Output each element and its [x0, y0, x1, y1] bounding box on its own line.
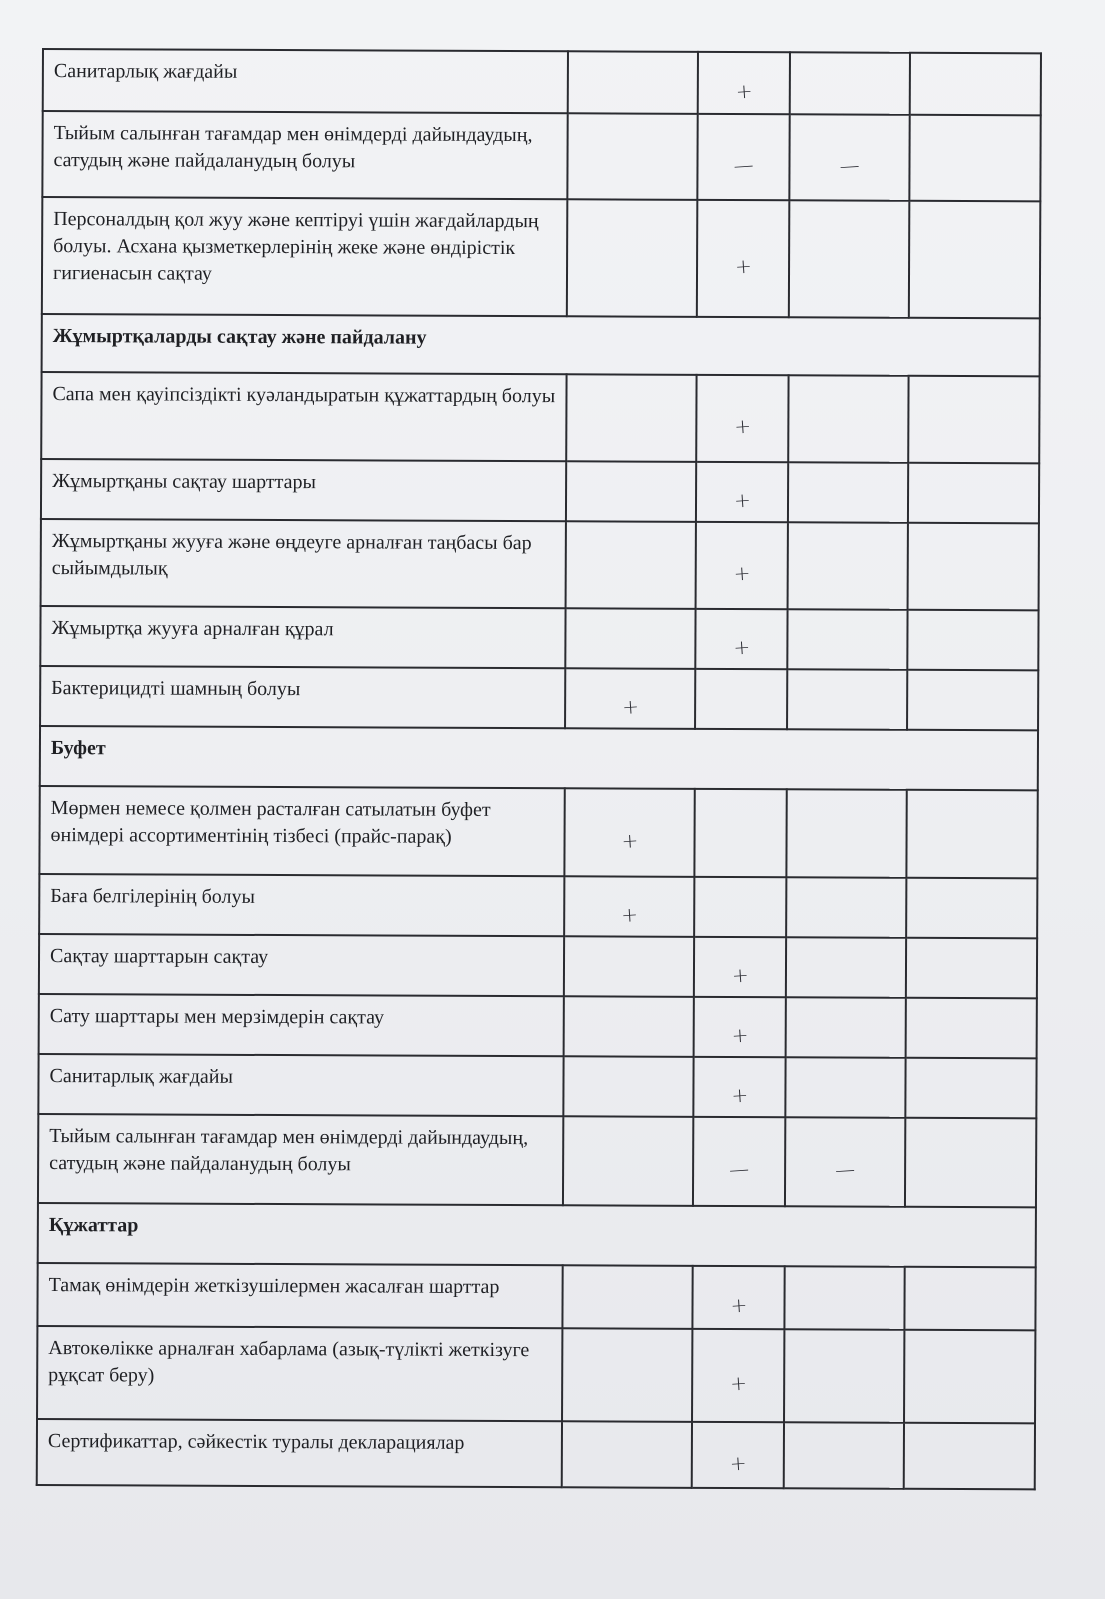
mark-cell-col-4 [904, 1423, 1035, 1490]
mark-cell-col-1 [567, 199, 698, 317]
mark-cell-col-3 [789, 200, 910, 318]
table-row [40, 606, 1038, 670]
requirement-label: Сақтау шарттарын сақтау [39, 934, 564, 996]
mark-cell-col-3 [785, 1117, 905, 1207]
mark-cell-col-1 [565, 668, 695, 729]
mark-cell-col-1 [567, 113, 697, 200]
mark-cell-col-4 [904, 1267, 1035, 1331]
mark-cell-col-4 [906, 878, 1037, 939]
requirement-label: Тамақ өнімдерін жеткізушілермен жасалған шарттар [37, 1263, 562, 1328]
requirement-label: Бактерицидті шамның болуы [40, 666, 565, 728]
requirement-label: Сату шарттары мен мерзімдерін сақтау [39, 994, 564, 1056]
handwritten-dash-mark: — [838, 152, 861, 178]
mark-cell-col-2 [693, 1057, 785, 1117]
handwritten-dash-mark: — [732, 151, 755, 178]
table-row [38, 1054, 1036, 1118]
mark-cell-col-2 [697, 114, 789, 200]
requirement-label: Сапа мен қауіпсіздікті куәландыратын құжаттардың болуы [41, 372, 566, 461]
mark-cell-col-2 [696, 522, 788, 609]
section-heading: Буфет [40, 726, 1038, 790]
mark-cell-col-4 [906, 790, 1037, 879]
mark-cell-col-3 [787, 669, 907, 730]
requirement-label: Персоналдың қол жуу және кептіруі үшін жағдайлардың болуы. Асхана қызметкерлерінің жеке және өндірістік гигиенасын сақтау [42, 197, 568, 316]
handwritten-plus-mark: + [620, 901, 639, 927]
mark-cell-col-2 [693, 1117, 785, 1206]
requirement-label: Тыйым салынған тағамдар мен өнімдерді дайындаудың, сатудың және пайдаланудың болуы [42, 111, 567, 199]
requirement-label: Санитарлық жағдайы [43, 49, 568, 113]
table-row [41, 519, 1039, 610]
table-row [41, 459, 1039, 523]
mark-cell-col-1 [563, 1116, 693, 1206]
handwritten-plus-mark: + [733, 413, 752, 439]
table-row [39, 874, 1037, 938]
mark-cell-col-2 [697, 200, 790, 317]
mark-cell-col-1 [566, 374, 696, 462]
mark-cell-col-3 [789, 114, 909, 201]
handwritten-plus-mark: + [620, 693, 640, 719]
mark-cell-col-3 [786, 877, 906, 938]
requirement-label: Мөрмен немесе қолмен расталған сатылатын буфет өнімдері ассортиментінің тізбесі (прайс-парақ) [39, 786, 564, 876]
mark-cell-col-1 [562, 1328, 692, 1422]
mark-cell-col-4 [906, 998, 1037, 1059]
handwritten-plus-mark: + [732, 634, 751, 660]
mark-cell-col-1 [568, 51, 698, 114]
table-row [39, 994, 1037, 1058]
mark-cell-col-1 [565, 608, 695, 669]
mark-cell-col-2 [694, 997, 786, 1057]
mark-cell-col-4 [905, 1058, 1036, 1119]
mark-cell-col-2 [694, 789, 786, 877]
mark-cell-col-1 [563, 1056, 693, 1117]
mark-cell-col-1 [564, 876, 694, 937]
requirement-label: Жұмыртқаны сақтау шарттары [41, 459, 566, 521]
mark-cell-col-4 [906, 938, 1037, 999]
mark-cell-col-4 [908, 523, 1039, 611]
mark-cell-col-4 [904, 1330, 1035, 1424]
mark-cell-col-3 [787, 609, 907, 670]
section-row [42, 314, 1040, 376]
mark-cell-col-1 [564, 996, 694, 1057]
mark-cell-col-4 [907, 670, 1038, 731]
handwritten-dash-mark: — [834, 1156, 856, 1183]
mark-cell-col-4 [905, 1118, 1036, 1208]
mark-cell-col-3 [790, 52, 910, 115]
section-heading: Жұмыртқаларды сақтау және пайдалану [42, 314, 1040, 376]
mark-cell-col-1 [564, 788, 694, 877]
mark-cell-col-1 [564, 936, 694, 997]
handwritten-plus-mark: + [620, 827, 639, 853]
mark-cell-col-3 [788, 375, 908, 463]
handwritten-plus-mark: + [734, 78, 753, 104]
handwritten-dash-mark: — [728, 1156, 750, 1182]
mark-cell-col-2 [695, 609, 787, 669]
mark-cell-col-4 [909, 201, 1041, 319]
mark-cell-col-2 [694, 877, 786, 937]
table-row [38, 1114, 1036, 1207]
mark-cell-col-1 [566, 461, 696, 522]
table-row [41, 372, 1039, 463]
table-row [40, 666, 1038, 730]
handwritten-plus-mark: + [729, 1292, 748, 1318]
handwritten-plus-mark: + [728, 1370, 748, 1396]
mark-cell-col-4 [910, 53, 1041, 116]
handwritten-plus-mark: + [730, 1082, 749, 1108]
requirement-label: Жұмыртқа жууға арналған құрал [40, 606, 565, 668]
table-row [39, 934, 1037, 998]
mark-cell-col-4 [909, 115, 1040, 202]
mark-cell-col-2 [698, 52, 790, 114]
table-row [42, 197, 1041, 318]
mark-cell-col-2 [692, 1422, 784, 1488]
mark-cell-col-2 [694, 937, 786, 997]
mark-cell-col-3 [784, 1329, 904, 1423]
table-row [37, 1263, 1035, 1330]
mark-cell-col-2 [692, 1266, 784, 1329]
requirement-label: Санитарлық жағдайы [38, 1054, 563, 1116]
requirement-label: Автокөлікке арналған хабарлама (азық-түлікті жеткізуге рұқсат беру) [37, 1326, 562, 1421]
requirement-label: Тыйым салынған тағамдар мен өнімдерді дайындаудың, сатудың және пайдаланудың болуы [38, 1114, 563, 1205]
handwritten-plus-mark: + [732, 487, 752, 513]
requirement-label: Баға белгілерінің болуы [39, 874, 564, 936]
mark-cell-col-1 [562, 1421, 692, 1488]
section-row [40, 726, 1038, 790]
mark-cell-col-2 [692, 1329, 784, 1422]
table-row [39, 786, 1037, 878]
mark-cell-col-2 [696, 462, 788, 522]
mark-cell-col-3 [786, 997, 906, 1058]
table-row [37, 1326, 1035, 1423]
handwritten-plus-mark: + [733, 253, 753, 279]
handwritten-plus-mark: + [728, 1450, 747, 1476]
mark-cell-col-3 [788, 462, 908, 523]
mark-cell-col-1 [566, 521, 696, 609]
table-row [37, 1419, 1035, 1489]
mark-cell-col-3 [786, 789, 906, 878]
mark-cell-col-4 [908, 376, 1039, 464]
mark-cell-col-3 [784, 1422, 904, 1489]
table-row [43, 49, 1041, 115]
mark-cell-col-2 [696, 375, 788, 462]
table-row [42, 111, 1040, 201]
handwritten-plus-mark: + [730, 1022, 749, 1048]
mark-cell-col-2 [695, 669, 787, 729]
mark-cell-col-1 [562, 1265, 692, 1329]
mark-cell-col-3 [786, 937, 906, 998]
mark-cell-col-3 [788, 522, 908, 610]
section-heading: Құжаттар [38, 1203, 1036, 1267]
handwritten-plus-mark: + [730, 962, 750, 988]
handwritten-plus-mark: + [732, 560, 751, 586]
requirement-label: Жұмыртқаны жууға және өңдеуге арналған таңбасы бар сыйымдылық [41, 519, 566, 608]
mark-cell-col-3 [785, 1057, 905, 1118]
section-row [38, 1203, 1036, 1267]
requirement-label: Сертификаттар, сәйкестік туралы декларациялар [37, 1419, 562, 1487]
mark-cell-col-3 [784, 1266, 904, 1330]
inspection-checklist-table [36, 48, 1042, 1490]
mark-cell-col-4 [908, 463, 1039, 524]
mark-cell-col-4 [907, 610, 1038, 671]
